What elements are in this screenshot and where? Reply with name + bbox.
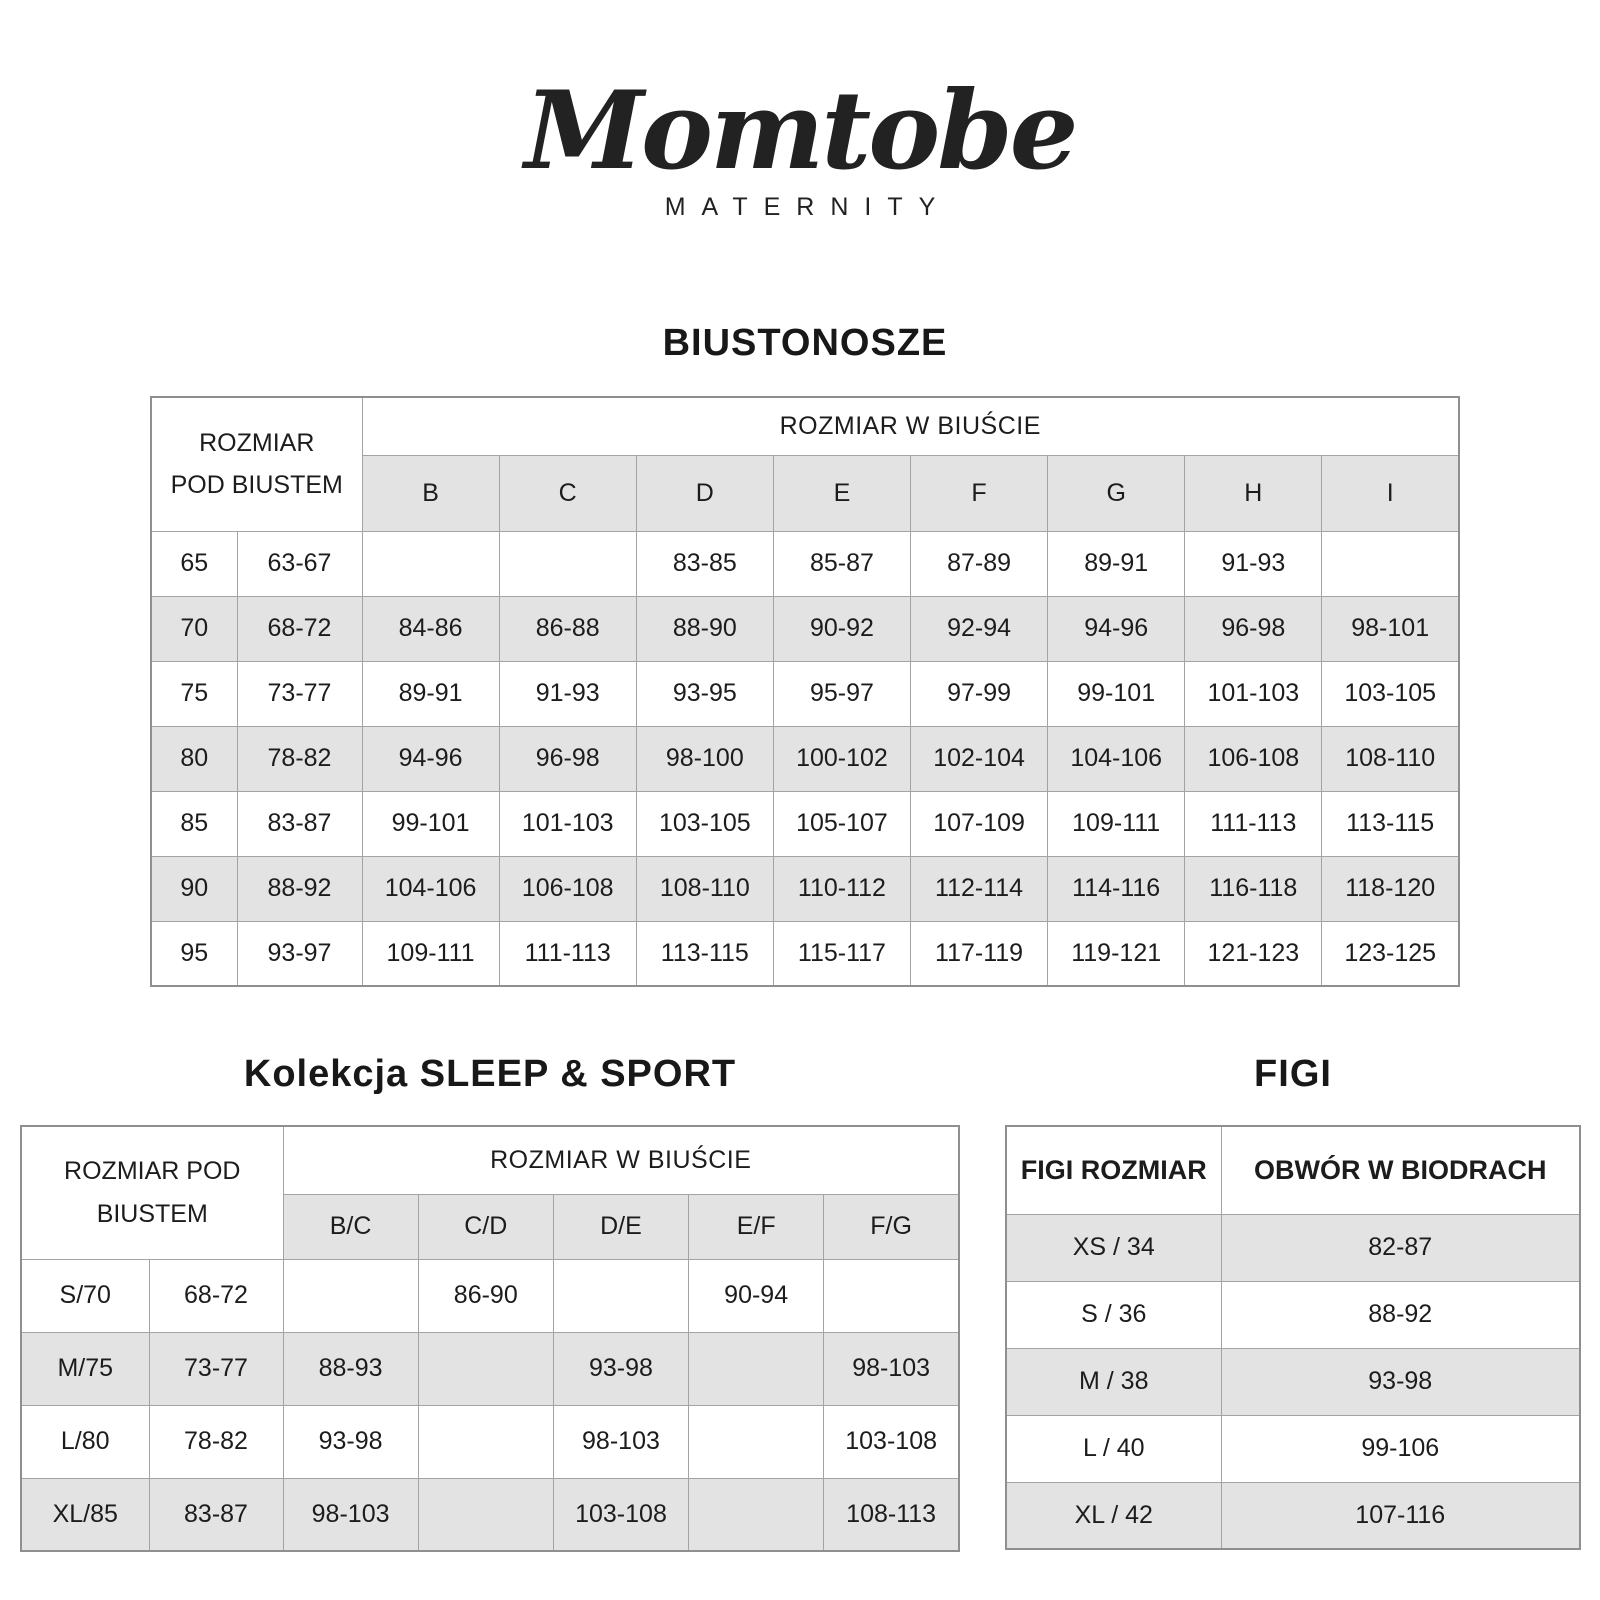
bras-underbust-cell: 83-87 <box>237 791 362 856</box>
table-row <box>1006 1281 1580 1348</box>
sleep-sport-section-title: Kolekcja SLEEP & SPORT <box>243 1053 737 1095</box>
sleep-size-cell: XL/85 <box>21 1478 149 1551</box>
sleep-corner-line2: BIUSTEM <box>96 1199 208 1228</box>
bras-bust-range-cell: 98-101 <box>1322 596 1459 661</box>
bras-bust-range-cell: 91-93 <box>499 661 636 726</box>
bras-size-cell: 90 <box>151 856 237 921</box>
bras-cup-label: G <box>1048 455 1185 531</box>
bras-size-cell: 70 <box>151 596 237 661</box>
bras-bust-range-cell: 86-88 <box>499 596 636 661</box>
bras-corner-line1: ROZMIAR <box>199 428 315 457</box>
sleep-underbust-cell: 68-72 <box>149 1259 283 1332</box>
bras-size-cell: 65 <box>151 531 237 596</box>
table-row <box>1006 1214 1580 1281</box>
brand-subtitle: MATERNITY <box>664 192 952 221</box>
bras-underbust-cell: 88-92 <box>237 856 362 921</box>
bras-header-row-1 <box>151 397 1459 455</box>
bras-bust-range-cell <box>362 531 499 596</box>
sleep-sport-size-table <box>20 1125 960 1552</box>
bras-bust-header: ROZMIAR W BIUŚCIE <box>362 397 1459 455</box>
figi-size-cell: L / 40 <box>1006 1415 1221 1482</box>
bras-bust-range-cell: 96-98 <box>1185 596 1322 661</box>
bras-bust-range-cell: 103-105 <box>636 791 773 856</box>
bras-bust-range-cell: 113-115 <box>1322 791 1459 856</box>
bras-bust-range-cell: 123-125 <box>1322 921 1459 986</box>
sleep-bust-range-cell: 86-90 <box>418 1259 553 1332</box>
figi-hips-column-header: OBWÓR W BIODRACH <box>1221 1126 1580 1214</box>
bras-cup-label: H <box>1185 455 1322 531</box>
table-row <box>21 1478 959 1551</box>
bras-size-table <box>150 396 1460 987</box>
bras-underbust-cell: 78-82 <box>237 726 362 791</box>
bras-bust-range-cell: 101-103 <box>499 791 636 856</box>
bras-bust-range-cell: 121-123 <box>1185 921 1322 986</box>
brand-logo <box>0 68 1600 222</box>
bras-bust-range-cell: 98-100 <box>636 726 773 791</box>
bras-bust-range-cell: 108-110 <box>1322 726 1459 791</box>
sleep-cup-label: F/G <box>824 1194 959 1259</box>
sleep-bust-range-cell: 98-103 <box>824 1332 959 1405</box>
figi-size-table <box>1005 1125 1581 1550</box>
table-row <box>21 1332 959 1405</box>
bras-cup-label: C <box>499 455 636 531</box>
bras-corner-line2: POD BIUSTEM <box>170 471 343 500</box>
bras-bust-range-cell: 84-86 <box>362 596 499 661</box>
table-row <box>151 791 1459 856</box>
table-row <box>151 726 1459 791</box>
sleep-table-body <box>21 1259 959 1551</box>
bras-bust-range-cell: 104-106 <box>1048 726 1185 791</box>
bras-bust-range-cell: 107-109 <box>911 791 1048 856</box>
sleep-bust-range-cell <box>418 1332 553 1405</box>
bras-table-header <box>151 397 1459 531</box>
bras-underbust-cell: 93-97 <box>237 921 362 986</box>
bras-bust-range-cell: 108-110 <box>636 856 773 921</box>
bras-section-title: BIUSTONOSZE <box>662 322 948 364</box>
bras-cup-label: I <box>1322 455 1459 531</box>
bras-bust-range-cell: 103-105 <box>1322 661 1459 726</box>
bras-cup-label: E <box>773 455 910 531</box>
table-row <box>21 1405 959 1478</box>
bras-bust-range-cell: 88-90 <box>636 596 773 661</box>
table-row <box>1006 1415 1580 1482</box>
bras-bust-range-cell: 91-93 <box>1185 531 1322 596</box>
sleep-cup-label: C/D <box>418 1194 553 1259</box>
sleep-bust-range-cell: 90-94 <box>689 1259 824 1332</box>
bras-bust-range-cell: 94-96 <box>1048 596 1185 661</box>
bras-bust-range-cell: 97-99 <box>911 661 1048 726</box>
bras-corner-label <box>151 397 362 531</box>
bras-bust-range-cell: 106-108 <box>499 856 636 921</box>
bras-bust-range-cell: 113-115 <box>636 921 773 986</box>
bras-size-cell: 95 <box>151 921 237 986</box>
figi-hips-range-cell: 93-98 <box>1221 1348 1580 1415</box>
sleep-underbust-cell: 78-82 <box>149 1405 283 1478</box>
sleep-cup-label: B/C <box>283 1194 418 1259</box>
bras-bust-range-cell: 118-120 <box>1322 856 1459 921</box>
sleep-bust-range-cell: 103-108 <box>553 1478 688 1551</box>
sleep-corner-label <box>21 1126 283 1259</box>
sleep-bust-header: ROZMIAR W BIUŚCIE <box>283 1126 959 1194</box>
bras-underbust-cell: 73-77 <box>237 661 362 726</box>
table-row <box>1006 1348 1580 1415</box>
sleep-bust-range-cell <box>689 1332 824 1405</box>
bras-size-cell: 80 <box>151 726 237 791</box>
sleep-bust-range-cell: 98-103 <box>283 1478 418 1551</box>
bras-bust-range-cell: 116-118 <box>1185 856 1322 921</box>
sleep-table-header <box>21 1126 959 1259</box>
sleep-bust-range-cell: 108-113 <box>824 1478 959 1551</box>
figi-size-cell: M / 38 <box>1006 1348 1221 1415</box>
bras-bust-range-cell: 111-113 <box>1185 791 1322 856</box>
figi-size-column-header: FIGI ROZMIAR <box>1006 1126 1221 1214</box>
table-row <box>151 856 1459 921</box>
bras-bust-range-cell: 95-97 <box>773 661 910 726</box>
figi-hips-range-cell: 107-116 <box>1221 1482 1580 1549</box>
sleep-bust-range-cell <box>418 1478 553 1551</box>
sleep-size-cell: M/75 <box>21 1332 149 1405</box>
figi-size-cell: S / 36 <box>1006 1281 1221 1348</box>
bras-bust-range-cell: 109-111 <box>1048 791 1185 856</box>
bras-bust-range-cell: 109-111 <box>362 921 499 986</box>
table-row <box>151 661 1459 726</box>
sleep-bust-range-cell: 103-108 <box>824 1405 959 1478</box>
figi-header-row <box>1006 1126 1580 1214</box>
bras-bust-range-cell <box>499 531 636 596</box>
figi-section-title: FIGI <box>1254 1053 1332 1095</box>
bras-bust-range-cell: 89-91 <box>1048 531 1185 596</box>
bras-bust-range-cell: 102-104 <box>911 726 1048 791</box>
bras-bust-range-cell: 114-116 <box>1048 856 1185 921</box>
bras-bust-range-cell: 87-89 <box>911 531 1048 596</box>
sleep-bust-range-cell <box>689 1405 824 1478</box>
figi-table-body <box>1006 1214 1580 1549</box>
bras-bust-range-cell: 106-108 <box>1185 726 1322 791</box>
sleep-underbust-cell: 73-77 <box>149 1332 283 1405</box>
table-row <box>151 531 1459 596</box>
sleep-bust-range-cell <box>689 1478 824 1551</box>
bras-size-cell: 75 <box>151 661 237 726</box>
sleep-bust-range-cell <box>553 1259 688 1332</box>
sleep-corner-line1: ROZMIAR POD <box>64 1157 241 1186</box>
sleep-cup-label: D/E <box>553 1194 688 1259</box>
bras-bust-range-cell: 100-102 <box>773 726 910 791</box>
bras-bust-range-cell <box>1322 531 1459 596</box>
bras-bust-range-cell: 99-101 <box>1048 661 1185 726</box>
bras-cup-label: B <box>362 455 499 531</box>
figi-hips-range-cell: 88-92 <box>1221 1281 1580 1348</box>
bras-bust-range-cell: 99-101 <box>362 791 499 856</box>
sleep-cup-label: E/F <box>689 1194 824 1259</box>
sleep-bust-range-cell: 93-98 <box>553 1332 688 1405</box>
bras-bust-range-cell: 90-92 <box>773 596 910 661</box>
bras-bust-range-cell: 85-87 <box>773 531 910 596</box>
bras-bust-range-cell: 112-114 <box>911 856 1048 921</box>
bras-bust-range-cell: 93-95 <box>636 661 773 726</box>
figi-size-cell: XL / 42 <box>1006 1482 1221 1549</box>
bras-bust-range-cell: 110-112 <box>773 856 910 921</box>
table-row <box>151 921 1459 986</box>
sleep-underbust-cell: 83-87 <box>149 1478 283 1551</box>
sleep-bust-range-cell: 88-93 <box>283 1332 418 1405</box>
table-row <box>1006 1482 1580 1549</box>
sleep-bust-range-cell <box>824 1259 959 1332</box>
bras-cup-label: F <box>911 455 1048 531</box>
sleep-bust-range-cell <box>283 1259 418 1332</box>
sleep-size-cell: S/70 <box>21 1259 149 1332</box>
bras-bust-range-cell: 83-85 <box>636 531 773 596</box>
sleep-bust-range-cell: 93-98 <box>283 1405 418 1478</box>
table-row <box>21 1259 959 1332</box>
figi-hips-range-cell: 82-87 <box>1221 1214 1580 1281</box>
bras-size-cell: 85 <box>151 791 237 856</box>
bras-underbust-cell: 68-72 <box>237 596 362 661</box>
bras-bust-range-cell: 117-119 <box>911 921 1048 986</box>
sleep-header-row-1 <box>21 1126 959 1194</box>
figi-table-header <box>1006 1126 1580 1214</box>
bras-bust-range-cell: 104-106 <box>362 856 499 921</box>
figi-size-cell: XS / 34 <box>1006 1214 1221 1281</box>
bras-bust-range-cell: 115-117 <box>773 921 910 986</box>
bras-table-body <box>151 531 1459 986</box>
sleep-bust-range-cell: 98-103 <box>553 1405 688 1478</box>
bras-bust-range-cell: 92-94 <box>911 596 1048 661</box>
bras-bust-range-cell: 119-121 <box>1048 921 1185 986</box>
bras-bust-range-cell: 105-107 <box>773 791 910 856</box>
bras-bust-range-cell: 111-113 <box>499 921 636 986</box>
sleep-bust-range-cell <box>418 1405 553 1478</box>
bras-bust-range-cell: 101-103 <box>1185 661 1322 726</box>
bras-bust-range-cell: 89-91 <box>362 661 499 726</box>
brand-name: Momtobe <box>524 68 1076 194</box>
bras-underbust-cell: 63-67 <box>237 531 362 596</box>
table-row <box>151 596 1459 661</box>
bras-bust-range-cell: 96-98 <box>499 726 636 791</box>
figi-hips-range-cell: 99-106 <box>1221 1415 1580 1482</box>
bras-bust-range-cell: 94-96 <box>362 726 499 791</box>
bras-cup-label: D <box>636 455 773 531</box>
sleep-size-cell: L/80 <box>21 1405 149 1478</box>
